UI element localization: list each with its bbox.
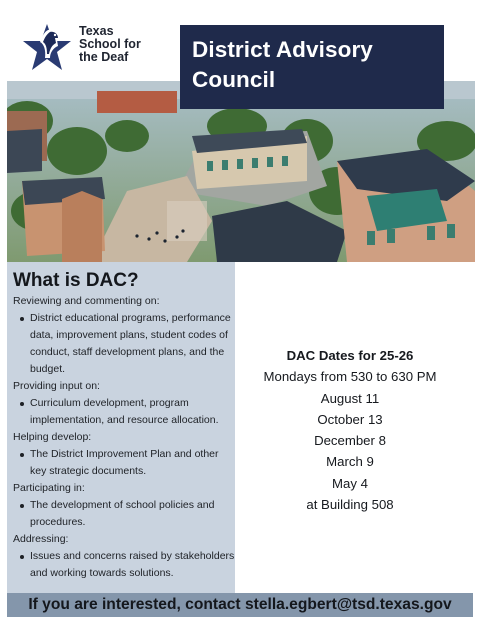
bullet-list: [13, 310, 235, 378]
list-item-line: Issues and concerns raised by stakeholders: [30, 550, 235, 562]
list-item-line: key strategic documents.: [30, 465, 147, 477]
category-label: Helping develop:: [13, 431, 92, 443]
meeting-date: August 11: [320, 390, 380, 406]
page-title-line: District Advisory: [192, 37, 373, 62]
list-item-line: District educational programs, performance: [30, 312, 231, 324]
school-name-line: Texas: [79, 24, 114, 38]
list-item-line: and working towards solutions.: [30, 567, 174, 579]
what-is-dac-heading: What is DAC?: [13, 270, 139, 291]
meeting-date: May 4: [332, 475, 368, 491]
dates-heading: DAC Dates for 25-26: [286, 348, 414, 363]
list-item: [30, 446, 235, 480]
bullet-list: [13, 395, 235, 429]
category-label: Providing input on:: [13, 380, 100, 392]
list-item-line: budget.: [30, 363, 66, 375]
dac-responsibilities: [13, 293, 235, 582]
list-item-line: data, improvement plans, student codes of: [30, 329, 228, 341]
meeting-date: March 9: [326, 454, 374, 470]
dac-dates: [236, 345, 464, 515]
list-item-line: conduct, staff development plans, and the: [30, 346, 225, 358]
list-item-line: Curriculum development, program: [30, 397, 189, 409]
school-name-line: School for: [79, 37, 141, 51]
list-item: [30, 395, 235, 429]
list-item-line: The District Improvement Plan and other: [30, 448, 219, 460]
bullet-list: [13, 548, 235, 582]
list-item-line: implementation, and resource allocation.: [30, 414, 219, 426]
page-title-line: Council: [192, 67, 276, 92]
star-horse-logo-icon: [20, 22, 74, 74]
school-logo: [20, 22, 74, 74]
list-item: [30, 548, 235, 582]
category-label: Reviewing and commenting on:: [13, 295, 160, 307]
meeting-date: October 13: [317, 411, 383, 427]
meeting-time: Mondays from 530 to 630 PM: [263, 369, 437, 385]
meeting-date: December 8: [314, 433, 386, 449]
list-item: [30, 497, 235, 531]
list-item: [30, 310, 235, 378]
category-label: Addressing:: [13, 533, 69, 545]
list-item-line: The development of school policies and: [30, 499, 215, 511]
page-title: [180, 25, 444, 109]
meeting-location: at Building 508: [306, 497, 394, 513]
bullet-list: [13, 497, 235, 531]
category-label: Participating in:: [13, 482, 85, 494]
school-name: [79, 25, 141, 64]
school-name-line: the Deaf: [79, 50, 129, 64]
list-item-line: procedures.: [30, 516, 86, 528]
bullet-list: [13, 446, 235, 480]
contact-banner: If you are interested, contact stella.egbert@tsd.texas.gov: [7, 593, 473, 617]
